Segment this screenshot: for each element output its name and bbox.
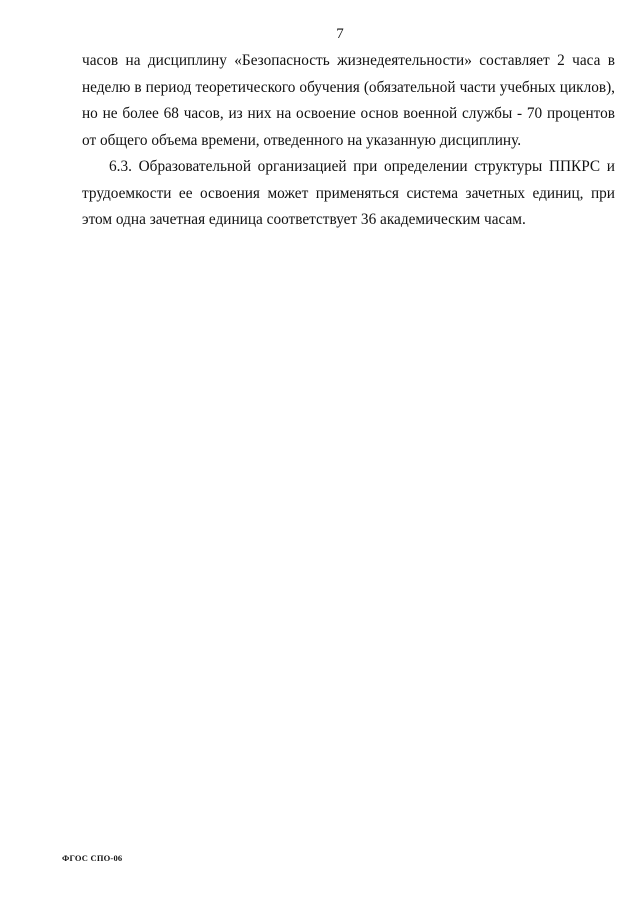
paragraph-6-3: 6.3. Образовательной организацией при определении структуры ППКРС и трудоемкости ее освоения может применяться система зачетных единиц, при этом одна зачетная единица соответствует 36 академическим часам. [82, 158, 615, 228]
page-number: 7 [336, 26, 344, 42]
document-body [82, 48, 615, 234]
paragraph-continuation: часов на дисциплину «Безопасность жизнедеятельности» составляет 2 часа в неделю в период теоретического обучения (обязательной части учебных циклов), но не более 68 часов, из них на освоение основ военной службы - 70 процентов от общего объема времени, отведенного на указанную дисциплину. [82, 52, 615, 149]
footer-standard-code: ФГОС СПО-06 [62, 853, 123, 863]
